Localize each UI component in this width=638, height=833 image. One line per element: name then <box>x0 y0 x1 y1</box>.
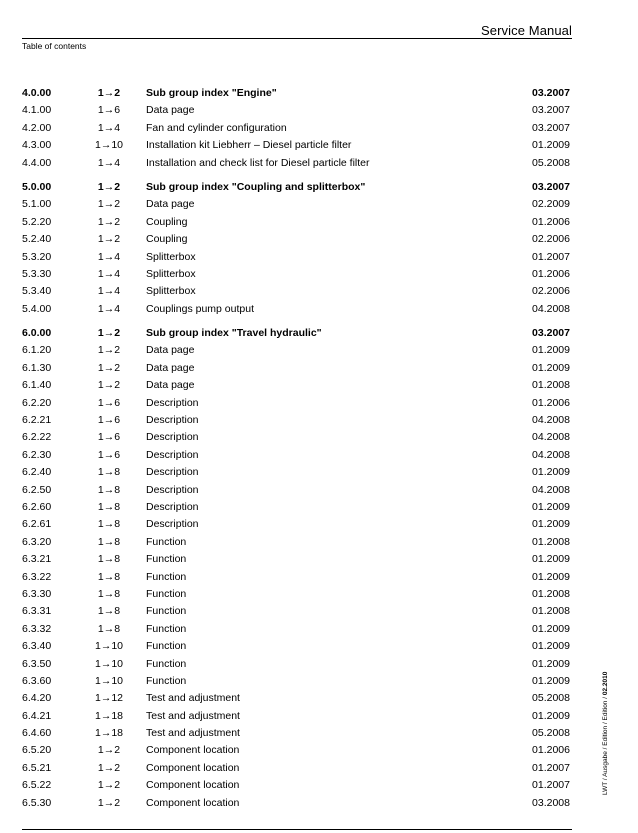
toc-date: 01.2006 <box>532 744 570 757</box>
toc-page-range: 1→8 <box>97 466 121 479</box>
toc-section-number: 5.2.20 <box>22 215 52 228</box>
toc-section-number: 5.1.00 <box>22 198 52 211</box>
toc-date: 01.2008 <box>532 605 570 618</box>
toc-date: 01.2006 <box>532 396 570 409</box>
toc-title: Sub group index "Coupling and splitterbox" <box>146 180 366 193</box>
toc-page-range: 1→6 <box>97 448 121 461</box>
toc-date: 04.2008 <box>532 302 570 315</box>
toc-page-range: 1→10 <box>94 640 124 653</box>
toc-section-number: 6.3.31 <box>22 605 52 618</box>
toc-group-row <box>22 325 572 342</box>
toc-date: 02.2009 <box>532 198 570 211</box>
toc-date: 03.2007 <box>532 87 570 99</box>
toc-date: 01.2009 <box>532 553 570 566</box>
toc-title: Description <box>146 414 199 427</box>
toc-section-number: 4.1.00 <box>22 104 52 117</box>
toc-date: 01.2008 <box>532 587 570 600</box>
toc-date: 01.2009 <box>532 657 570 670</box>
toc-title: Data page <box>146 379 195 392</box>
toc-section-number: 6.5.22 <box>22 779 52 792</box>
toc-date: 05.2008 <box>532 692 570 705</box>
footer-divider <box>22 829 572 830</box>
toc-date: 01.2009 <box>532 709 570 722</box>
toc-title: Coupling <box>146 215 188 228</box>
toc-date: 01.2008 <box>532 535 570 548</box>
toc-section-number: 4.2.00 <box>22 121 52 134</box>
toc-title: Function <box>146 535 187 548</box>
toc-date: 01.2009 <box>532 500 570 513</box>
toc-page-range: 1→6 <box>97 431 121 444</box>
toc-row <box>22 673 572 690</box>
toc-row <box>22 249 572 266</box>
edition-date: 02.2010 <box>602 671 609 696</box>
toc-date: 04.2008 <box>532 414 570 427</box>
toc-section-number: 6.3.60 <box>22 674 52 687</box>
toc-page-range: 1→8 <box>97 483 121 496</box>
toc-row <box>22 301 572 318</box>
toc-date: 01.2009 <box>532 570 570 583</box>
toc-row <box>22 214 572 231</box>
toc-page-range: 1→2 <box>97 198 121 211</box>
toc-page-range: 1→2 <box>97 744 121 757</box>
toc-date: 01.2007 <box>532 779 570 792</box>
toc-section-number: 6.4.21 <box>22 709 52 722</box>
toc-section-number: 6.3.50 <box>22 657 52 670</box>
toc-title: Function <box>146 553 187 566</box>
toc-date: 03.2007 <box>532 180 570 193</box>
toc-date: 01.2009 <box>532 139 570 152</box>
toc-row <box>22 395 572 412</box>
toc-row <box>22 551 572 568</box>
toc-title: Function <box>146 640 187 653</box>
toc-date: 01.2009 <box>532 622 570 635</box>
toc-title: Description <box>146 431 199 444</box>
toc-page-range: 1→4 <box>97 285 121 298</box>
toc-page-range: 1→2 <box>97 379 121 392</box>
toc-title: Description <box>146 466 199 479</box>
toc-row <box>22 708 572 725</box>
toc-page-range: 1→4 <box>97 121 121 134</box>
toc-section-number: 6.3.30 <box>22 587 52 600</box>
toc-title: Description <box>146 448 199 461</box>
toc-title: Installation kit Liebherr – Diesel particle filter <box>146 139 352 152</box>
toc-page-range: 1→2 <box>97 361 121 374</box>
toc-date: 01.2009 <box>532 361 570 374</box>
toc-row <box>22 760 572 777</box>
toc-group-row <box>22 179 572 196</box>
toc-date: 02.2006 <box>532 233 570 246</box>
toc-title: Coupling <box>146 233 188 246</box>
toc-title: Function <box>146 605 187 618</box>
toc-date: 04.2008 <box>532 448 570 461</box>
toc-row <box>22 360 572 377</box>
toc-date: 01.2006 <box>532 267 570 280</box>
toc-date: 01.2009 <box>532 466 570 479</box>
toc-page-range: 1→2 <box>97 779 121 792</box>
toc-page-range: 1→2 <box>97 344 121 357</box>
toc-row <box>22 690 572 707</box>
toc-title: Component location <box>146 744 240 757</box>
toc-page-range: 1→8 <box>97 587 121 600</box>
toc-section-number: 6.2.21 <box>22 414 52 427</box>
toc-section-number: 4.3.00 <box>22 139 52 152</box>
toc-title: Test and adjustment <box>146 709 240 722</box>
toc-title: Test and adjustment <box>146 692 240 705</box>
toc-row <box>22 102 572 119</box>
toc-row <box>22 464 572 481</box>
toc-title: Component location <box>146 796 240 809</box>
toc-row <box>22 377 572 394</box>
toc-title: Component location <box>146 779 240 792</box>
toc-row <box>22 482 572 499</box>
toc-title: Couplings pump output <box>146 302 254 315</box>
toc-row <box>22 586 572 603</box>
toc-date: 03.2007 <box>532 121 570 134</box>
toc-date: 01.2007 <box>532 250 570 263</box>
toc-row <box>22 795 572 812</box>
toc-page-range: 1→4 <box>97 250 121 263</box>
toc-date: 01.2009 <box>532 640 570 653</box>
toc-page-range: 1→10 <box>94 139 124 152</box>
toc-row <box>22 516 572 533</box>
toc-page-range: 1→10 <box>94 674 124 687</box>
toc-title: Component location <box>146 761 240 774</box>
toc-section-number: 6.3.40 <box>22 640 52 653</box>
toc-section-number: 4.0.00 <box>22 87 52 99</box>
toc-section-number: 6.5.20 <box>22 744 52 757</box>
toc-title: Function <box>146 570 187 583</box>
toc-page-range: 1→10 <box>94 657 124 670</box>
toc-page-range: 1→8 <box>97 500 121 513</box>
header-divider <box>22 38 572 39</box>
toc-title: Splitterbox <box>146 285 196 298</box>
toc-page-range: 1→8 <box>97 605 121 618</box>
toc-date: 01.2007 <box>532 761 570 774</box>
table-of-contents <box>22 85 572 812</box>
toc-row <box>22 266 572 283</box>
toc-page-range: 1→2 <box>97 180 121 193</box>
toc-row <box>22 656 572 673</box>
toc-title: Data page <box>146 344 195 357</box>
toc-row <box>22 725 572 742</box>
toc-section-number: 6.5.30 <box>22 796 52 809</box>
toc-row <box>22 569 572 586</box>
toc-row <box>22 777 572 794</box>
toc-page-range: 1→6 <box>97 414 121 427</box>
toc-page-range: 1→2 <box>97 87 121 99</box>
toc-section-number: 6.3.22 <box>22 570 52 583</box>
toc-title: Data page <box>146 104 195 117</box>
toc-section-number: 6.4.60 <box>22 727 52 740</box>
toc-page-range: 1→4 <box>97 156 121 169</box>
toc-row <box>22 742 572 759</box>
toc-row <box>22 447 572 464</box>
toc-date: 05.2008 <box>532 727 570 740</box>
toc-row <box>22 155 572 172</box>
page-subtitle: Table of contents <box>22 41 87 51</box>
toc-section-number: 6.2.22 <box>22 431 52 444</box>
page-title: Service Manual <box>481 23 572 38</box>
toc-title: Function <box>146 587 187 600</box>
toc-row <box>22 499 572 516</box>
toc-page-range: 1→4 <box>97 267 121 280</box>
toc-section-number: 5.3.30 <box>22 267 52 280</box>
toc-row <box>22 621 572 638</box>
toc-section-number: 5.3.40 <box>22 285 52 298</box>
toc-page-range: 1→6 <box>97 396 121 409</box>
toc-row <box>22 534 572 551</box>
toc-row <box>22 412 572 429</box>
toc-row <box>22 342 572 359</box>
toc-page-range: 1→2 <box>97 215 121 228</box>
toc-title: Function <box>146 657 187 670</box>
toc-section-number: 5.0.00 <box>22 180 52 193</box>
toc-date: 03.2007 <box>532 104 570 117</box>
toc-title: Fan and cylinder configuration <box>146 121 287 134</box>
toc-date: 01.2009 <box>532 344 570 357</box>
toc-title: Splitterbox <box>146 250 196 263</box>
toc-section-number: 6.2.61 <box>22 518 52 531</box>
toc-title: Function <box>146 622 187 635</box>
toc-section-number: 5.3.20 <box>22 250 52 263</box>
toc-row <box>22 196 572 213</box>
toc-title: Function <box>146 674 187 687</box>
toc-date: 03.2008 <box>532 796 570 809</box>
toc-section-number: 6.1.30 <box>22 361 52 374</box>
toc-section-number: 6.3.32 <box>22 622 52 635</box>
toc-section-number: 6.5.21 <box>22 761 52 774</box>
toc-section-number: 6.4.20 <box>22 692 52 705</box>
toc-title: Description <box>146 396 199 409</box>
toc-page-range: 1→18 <box>94 709 124 722</box>
toc-date: 01.2008 <box>532 379 570 392</box>
toc-row <box>22 603 572 620</box>
toc-section-number: 6.1.20 <box>22 344 52 357</box>
toc-title: Data page <box>146 361 195 374</box>
toc-date: 02.2006 <box>532 285 570 298</box>
toc-page-range: 1→2 <box>97 761 121 774</box>
toc-page-range: 1→8 <box>97 518 121 531</box>
toc-section-number: 6.3.21 <box>22 553 52 566</box>
toc-section-number: 6.2.30 <box>22 448 52 461</box>
toc-section-number: 6.2.50 <box>22 483 52 496</box>
toc-row <box>22 120 572 137</box>
toc-date: 01.2009 <box>532 518 570 531</box>
toc-page-range: 1→8 <box>97 622 121 635</box>
toc-page-range: 1→12 <box>94 692 124 705</box>
toc-page-range: 1→4 <box>97 302 121 315</box>
toc-section-number: 6.1.40 <box>22 379 52 392</box>
toc-page-range: 1→8 <box>97 553 121 566</box>
toc-section-number: 5.2.40 <box>22 233 52 246</box>
toc-date: 01.2006 <box>532 215 570 228</box>
toc-section-number: 6.0.00 <box>22 327 52 340</box>
toc-section-number: 6.2.40 <box>22 466 52 479</box>
toc-title: Data page <box>146 198 195 211</box>
toc-date: 01.2009 <box>532 674 570 687</box>
toc-page-range: 1→8 <box>97 570 121 583</box>
toc-group-row <box>22 85 572 102</box>
toc-title: Sub group index "Travel hydraulic" <box>146 327 322 340</box>
toc-page-range: 1→18 <box>94 727 124 740</box>
toc-title: Installation and check list for Diesel particle filter <box>146 156 370 169</box>
toc-section-number: 6.2.20 <box>22 396 52 409</box>
toc-section-number: 4.4.00 <box>22 156 52 169</box>
edition-side-text: LWT / Ausgabe / Edition / Edition / <box>602 695 609 795</box>
toc-section-number: 6.2.60 <box>22 500 52 513</box>
toc-section-number: 6.3.20 <box>22 535 52 548</box>
toc-title: Description <box>146 483 199 496</box>
toc-row <box>22 283 572 300</box>
toc-row <box>22 429 572 446</box>
toc-section-number: 5.4.00 <box>22 302 52 315</box>
edition-side-label <box>600 655 612 795</box>
toc-title: Sub group index "Engine" <box>146 87 277 99</box>
toc-row <box>22 638 572 655</box>
toc-row <box>22 137 572 154</box>
toc-title: Description <box>146 500 199 513</box>
toc-page-range: 1→2 <box>97 233 121 246</box>
toc-date: 03.2007 <box>532 327 570 340</box>
toc-date: 04.2008 <box>532 483 570 496</box>
toc-page-range: 1→6 <box>97 104 121 117</box>
toc-page-range: 1→2 <box>97 796 121 809</box>
toc-date: 04.2008 <box>532 431 570 444</box>
toc-title: Test and adjustment <box>146 727 240 740</box>
toc-page-range: 1→2 <box>97 327 121 340</box>
toc-row <box>22 231 572 248</box>
toc-title: Splitterbox <box>146 267 196 280</box>
toc-page-range: 1→8 <box>97 535 121 548</box>
toc-date: 05.2008 <box>532 156 570 169</box>
toc-title: Description <box>146 518 199 531</box>
